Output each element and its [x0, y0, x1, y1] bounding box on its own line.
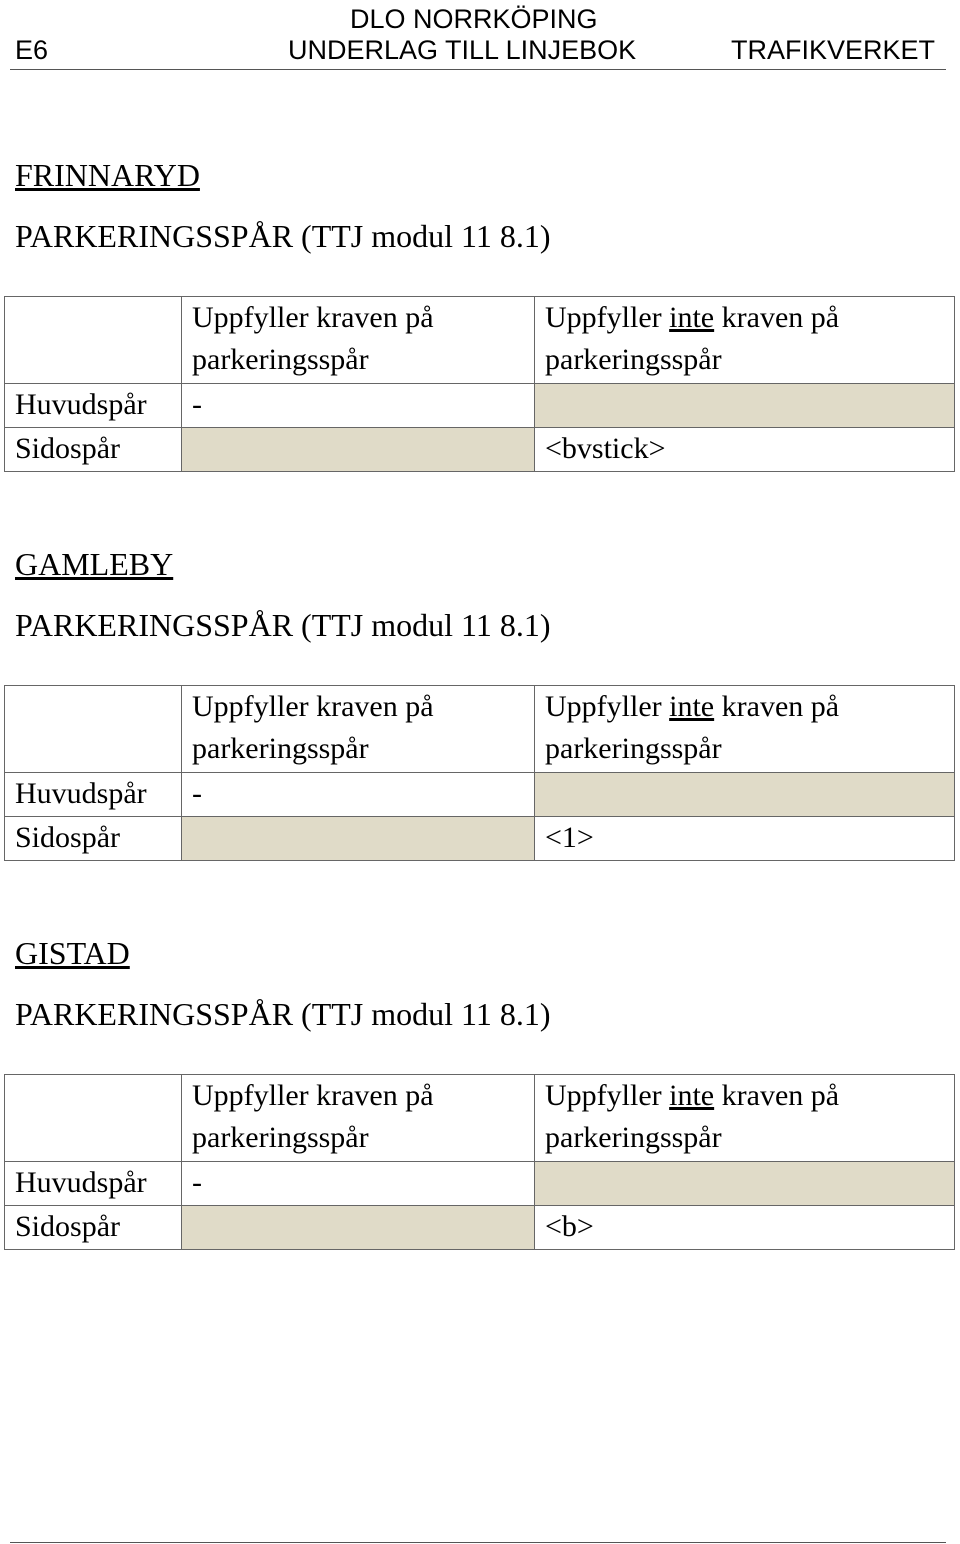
- table-corner-cell: [5, 297, 182, 384]
- col-header-not-fulfils: Uppfyller inte kraven på parkeringsspår: [535, 686, 955, 773]
- table-corner-cell: [5, 686, 182, 773]
- cell-huvudspar-fulfils: -: [182, 773, 535, 817]
- header-org: TRAFIKVERKET: [731, 35, 936, 65]
- col-header-fulfils: Uppfyller kraven på parkeringsspår: [182, 1075, 535, 1162]
- col-header-not-fulfils: Uppfyller inte kraven på parkeringsspår: [535, 1075, 955, 1162]
- cell-huvudspar-not-fulfils: [535, 384, 955, 428]
- header-route: E6: [15, 35, 49, 65]
- table-corner-cell: [5, 1075, 182, 1162]
- emphasis-inte: inte: [669, 1079, 715, 1112]
- cell-huvudspar-fulfils: -: [182, 1162, 535, 1206]
- cell-sidospar-fulfils: [182, 817, 535, 861]
- row-label-sidospar: Sidospår: [5, 817, 182, 861]
- parking-table: [4, 296, 955, 472]
- page-header: [0, 0, 960, 72]
- section-subtitle: PARKERINGSSPÅR (TTJ modul 11 8.1): [15, 218, 551, 254]
- cell-sidospar-fulfils: [182, 428, 535, 472]
- cell-huvudspar-fulfils: -: [182, 384, 535, 428]
- row-label-sidospar: Sidospår: [5, 1206, 182, 1250]
- section-title: GAMLEBY: [15, 546, 174, 582]
- cell-huvudspar-not-fulfils: [535, 1162, 955, 1206]
- header-rule: [10, 69, 946, 70]
- row-label-huvudspar: Huvudspår: [5, 1162, 182, 1206]
- col-header-not-fulfils: Uppfyller inte kraven på parkeringsspår: [535, 297, 955, 384]
- header-center-line1: DLO NORRKÖPING: [350, 4, 598, 34]
- section-subtitle: PARKERINGSSPÅR (TTJ modul 11 8.1): [15, 996, 551, 1032]
- footer-rule: [10, 1542, 946, 1543]
- cell-sidospar-not-fulfils: <b>: [535, 1206, 955, 1250]
- row-label-huvudspar: Huvudspår: [5, 773, 182, 817]
- emphasis-inte: inte: [669, 690, 715, 723]
- cell-huvudspar-not-fulfils: [535, 773, 955, 817]
- cell-sidospar-not-fulfils: <bvstick>: [535, 428, 955, 472]
- section-title: GISTAD: [15, 935, 130, 971]
- row-label-huvudspar: Huvudspår: [5, 384, 182, 428]
- col-header-fulfils: Uppfyller kraven på parkeringsspår: [182, 297, 535, 384]
- cell-sidospar-not-fulfils: <1>: [535, 817, 955, 861]
- section-title: FRINNARYD: [15, 157, 200, 193]
- col-header-fulfils: Uppfyller kraven på parkeringsspår: [182, 686, 535, 773]
- row-label-sidospar: Sidospår: [5, 428, 182, 472]
- cell-sidospar-fulfils: [182, 1206, 535, 1250]
- parking-table: [4, 1074, 955, 1250]
- emphasis-inte: inte: [669, 301, 715, 334]
- parking-table: [4, 685, 955, 861]
- header-center-line2: UNDERLAG TILL LINJEBOK: [288, 35, 637, 65]
- section-subtitle: PARKERINGSSPÅR (TTJ modul 11 8.1): [15, 607, 551, 643]
